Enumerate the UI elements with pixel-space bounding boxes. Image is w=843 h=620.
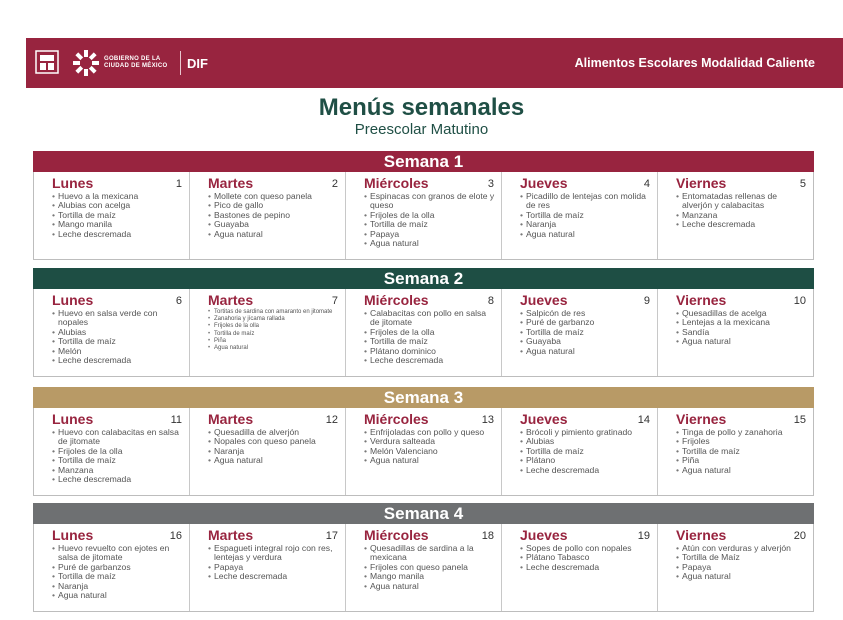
menu-item: • Mollete con queso panela xyxy=(208,192,341,201)
day-number: 11 xyxy=(170,414,182,426)
day-number: 20 xyxy=(793,530,806,542)
week-days xyxy=(33,408,814,496)
day-number: 5 xyxy=(799,178,806,190)
menu-items xyxy=(676,192,809,230)
day-name: Lunes xyxy=(52,411,94,427)
day-cell-martes xyxy=(190,408,346,495)
day-cell-lunes xyxy=(34,172,190,259)
day-cell-lunes xyxy=(34,524,190,611)
menu-item: • Tortilla de maíz xyxy=(520,211,653,220)
week-3 xyxy=(33,387,814,496)
page-title: Menús semanales xyxy=(318,94,525,121)
menu-item: • Brócoli y pimiento gratinado xyxy=(520,428,653,437)
day-number: 13 xyxy=(481,414,494,426)
menu-items xyxy=(208,428,341,466)
week-days xyxy=(33,524,814,612)
day-cell-martes xyxy=(190,289,346,376)
menu-item: • Tinga de pollo y zanahoria xyxy=(676,428,809,437)
menu-items xyxy=(364,544,497,591)
menu-item: • Leche descremada xyxy=(676,220,809,229)
day-number: 19 xyxy=(637,530,650,542)
menu-item: • Melón Valenciano xyxy=(364,447,497,456)
day-number: 6 xyxy=(175,295,182,307)
menu-item: • Mango manila xyxy=(364,572,497,581)
day-cell-martes xyxy=(190,172,346,259)
cdmx-logo-icon xyxy=(72,49,100,77)
menu-item: • Plátano Tabasco xyxy=(520,553,653,562)
menu-items xyxy=(52,192,185,239)
week-header: Semana 3 xyxy=(33,387,814,408)
menu-item: • Leche descremada xyxy=(52,230,185,239)
menu-item: • Leche descremada xyxy=(52,475,185,484)
menu-items xyxy=(52,309,185,365)
menu-items xyxy=(364,309,497,365)
week-header: Semana 4 xyxy=(33,503,814,524)
menu-item: • Naranja xyxy=(52,582,185,591)
day-cell-miercoles xyxy=(346,524,502,611)
menu-item: • Frijoles de la olla xyxy=(52,447,185,456)
day-name: Jueves xyxy=(520,292,568,308)
menu-item: • Puré de garbanzos xyxy=(52,563,185,572)
day-name: Martes xyxy=(208,292,254,308)
menu-item: • Agua natural xyxy=(364,456,497,465)
government-label xyxy=(104,56,178,70)
menu-items xyxy=(52,428,185,484)
day-cell-miercoles xyxy=(346,172,502,259)
day-name: Martes xyxy=(208,527,254,543)
menu-item: • Piña xyxy=(208,338,341,345)
menu-item: • Atún con verduras y alverjón xyxy=(676,544,809,553)
menu-item: • Frijoles de la olla xyxy=(364,211,497,220)
day-number: 7 xyxy=(331,295,338,307)
menu-item: • Calabacitas con pollo en salsa de jitomate xyxy=(364,309,497,328)
menu-item: • Manzana xyxy=(52,466,185,475)
menu-item: • Frijoles de la olla xyxy=(208,323,341,330)
day-name: Jueves xyxy=(520,411,568,427)
day-cell-jueves xyxy=(502,172,658,259)
day-cell-lunes xyxy=(34,408,190,495)
menu-item: • Alubias xyxy=(520,437,653,446)
day-cell-jueves xyxy=(502,408,658,495)
menu-item: • Nopales con queso panela xyxy=(208,437,341,446)
menu-items xyxy=(520,428,653,475)
menu-item: • Bastones de pepino xyxy=(208,211,341,220)
menu-item: • Pico de gallo xyxy=(208,201,341,210)
day-name: Lunes xyxy=(52,175,94,191)
day-number: 4 xyxy=(643,178,650,190)
menu-item: • Manzana xyxy=(676,211,809,220)
menu-item: • Melón xyxy=(52,347,185,356)
menu-item: • Huevo a la mexicana xyxy=(52,192,185,201)
day-cell-viernes xyxy=(658,408,813,495)
day-number: 9 xyxy=(643,295,650,307)
coat-of-arms-icon xyxy=(34,49,60,77)
week-1 xyxy=(33,151,814,260)
menu-item: • Naranja xyxy=(520,220,653,229)
menu-item: • Papaya xyxy=(364,230,497,239)
menu-item: • Tortilla de maíz xyxy=(52,456,185,465)
menu-item: • Huevo revuelto con ejotes en salsa de jitomate xyxy=(52,544,185,563)
menu-item: • Tortilla de maíz xyxy=(520,328,653,337)
day-name: Miércoles xyxy=(364,175,429,191)
day-name: Viernes xyxy=(676,175,727,191)
menu-item: • Entomatadas rellenas de alverjón y calabacitas xyxy=(676,192,809,211)
day-cell-miercoles xyxy=(346,408,502,495)
menu-item: • Leche descremada xyxy=(208,572,341,581)
header-divider xyxy=(180,51,181,75)
menu-items xyxy=(52,544,185,600)
day-number: 15 xyxy=(793,414,806,426)
menu-item: • Espagueti integral rojo con res, lentejas y verdura xyxy=(208,544,341,563)
menu-item: • Agua natural xyxy=(208,456,341,465)
menu-item: • Piña xyxy=(676,456,809,465)
menu-items xyxy=(208,192,341,239)
menu-item: • Zanahoria y jícama rallada xyxy=(208,316,341,323)
day-cell-viernes xyxy=(658,172,813,259)
menu-item: • Tortilla de maíz xyxy=(208,331,341,338)
menu-item: • Alubias con acelga xyxy=(52,201,185,210)
day-number: 18 xyxy=(481,530,494,542)
menu-item: • Agua natural xyxy=(364,239,497,248)
menu-item: • Enfrijoladas con pollo y queso xyxy=(364,428,497,437)
menu-item: • Quesadilla de alverjón xyxy=(208,428,341,437)
menu-items xyxy=(520,544,653,572)
week-2 xyxy=(33,268,814,377)
day-cell-martes xyxy=(190,524,346,611)
menu-item: • Leche descremada xyxy=(520,466,653,475)
menu-item: • Espinacas con granos de elote y queso xyxy=(364,192,497,211)
menu-item: • Tortilla de maíz xyxy=(364,220,497,229)
day-number: 14 xyxy=(637,414,650,426)
day-name: Lunes xyxy=(52,527,94,543)
week-days xyxy=(33,172,814,260)
day-cell-lunes xyxy=(34,289,190,376)
day-name: Martes xyxy=(208,411,254,427)
week-header: Semana 1 xyxy=(33,151,814,172)
day-name: Jueves xyxy=(520,175,568,191)
menu-item: • Agua natural xyxy=(676,572,809,581)
menu-items xyxy=(520,309,653,356)
day-cell-miercoles xyxy=(346,289,502,376)
menu-item: • Verdura salteada xyxy=(364,437,497,446)
menu-item: • Sandía xyxy=(676,328,809,337)
menu-item: • Tortilla de maíz xyxy=(52,572,185,581)
menu-item: • Frijoles xyxy=(676,437,809,446)
menu-item: • Guayaba xyxy=(520,337,653,346)
day-number: 17 xyxy=(325,530,338,542)
menu-item: • Tortilla de maíz xyxy=(676,447,809,456)
menu-item: • Picadillo de lentejas con molida de res xyxy=(520,192,653,211)
menu-item: • Quesadillas de sardina a la mexicana xyxy=(364,544,497,563)
day-cell-jueves xyxy=(502,289,658,376)
menu-item: • Leche descremada xyxy=(520,563,653,572)
menu-item: • Tortilla de maíz xyxy=(364,337,497,346)
menu-item: • Plátano xyxy=(520,456,653,465)
menu-items xyxy=(208,544,341,582)
page-subtitle: Preescolar Matutino xyxy=(354,121,489,138)
menu-item: • Tortilla de maíz xyxy=(52,337,185,346)
day-name: Miércoles xyxy=(364,292,429,308)
gov-line-1: GOBIERNO DE LA xyxy=(104,56,161,62)
day-name: Viernes xyxy=(676,292,727,308)
menu-item: • Tortitas de sardina con amaranto en jitomate xyxy=(208,309,341,316)
day-number: 12 xyxy=(325,414,338,426)
menu-items xyxy=(676,309,809,347)
day-number: 1 xyxy=(175,178,182,190)
day-number: 10 xyxy=(793,295,806,307)
menu-item: • Agua natural xyxy=(676,337,809,346)
menu-items xyxy=(208,309,341,352)
menu-item: • Plátano dominico xyxy=(364,347,497,356)
menu-item: • Tortilla de maíz xyxy=(520,447,653,456)
menu-item: • Frijoles con queso panela xyxy=(364,563,497,572)
menu-items xyxy=(676,428,809,475)
week-days xyxy=(33,289,814,377)
menu-item: • Naranja xyxy=(208,447,341,456)
header-title: Alimentos Escolares Modalidad Caliente xyxy=(574,56,815,70)
menu-item: • Frijoles de la olla xyxy=(364,328,497,337)
menu-items xyxy=(676,544,809,582)
menu-item: • Agua natural xyxy=(208,230,341,239)
menu-items xyxy=(364,428,497,466)
menu-item: • Alubias xyxy=(52,328,185,337)
menu-item: • Leche descremada xyxy=(52,356,185,365)
day-number: 3 xyxy=(487,178,494,190)
dif-label: DIF xyxy=(187,55,208,71)
day-name: Martes xyxy=(208,175,254,191)
menu-item: • Sopes de pollo con nopales xyxy=(520,544,653,553)
week-4 xyxy=(33,503,814,612)
day-name: Miércoles xyxy=(364,411,429,427)
menu-item: • Papaya xyxy=(676,563,809,572)
day-name: Lunes xyxy=(52,292,94,308)
menu-item: • Mango manila xyxy=(52,220,185,229)
day-cell-jueves xyxy=(502,524,658,611)
menu-item: • Agua natural xyxy=(520,347,653,356)
day-name: Viernes xyxy=(676,411,727,427)
menu-item: • Huevo en salsa verde con nopales xyxy=(52,309,185,328)
menu-item: • Leche descremada xyxy=(364,356,497,365)
menu-item: • Puré de garbanzo xyxy=(520,318,653,327)
menu-item: • Agua natural xyxy=(364,582,497,591)
day-name: Jueves xyxy=(520,527,568,543)
day-number: 2 xyxy=(331,178,338,190)
day-number: 16 xyxy=(169,530,182,542)
menu-item: • Papaya xyxy=(208,563,341,572)
menu-item: • Agua natural xyxy=(208,345,341,352)
menu-item: • Agua natural xyxy=(520,230,653,239)
menu-item: • Huevo con calabacitas en salsa de jitomate xyxy=(52,428,185,447)
day-cell-viernes xyxy=(658,524,813,611)
week-header: Semana 2 xyxy=(33,268,814,289)
menu-item: • Lentejas a la mexicana xyxy=(676,318,809,327)
menu-item: • Tortilla de maíz xyxy=(52,211,185,220)
menu-items xyxy=(520,192,653,239)
header-bar xyxy=(26,38,843,88)
menu-item: • Agua natural xyxy=(676,466,809,475)
day-cell-viernes xyxy=(658,289,813,376)
day-name: Viernes xyxy=(676,527,727,543)
menu-items xyxy=(364,192,497,248)
day-number: 8 xyxy=(487,295,494,307)
day-name: Miércoles xyxy=(364,527,429,543)
menu-item: • Agua natural xyxy=(52,591,185,600)
menu-item: • Salpicón de res xyxy=(520,309,653,318)
gov-line-2: CIUDAD DE MÉXICO xyxy=(104,63,168,69)
menu-item: • Guayaba xyxy=(208,220,341,229)
menu-item: • Tortilla de Maíz xyxy=(676,553,809,562)
menu-item: • Quesadillas de acelga xyxy=(676,309,809,318)
